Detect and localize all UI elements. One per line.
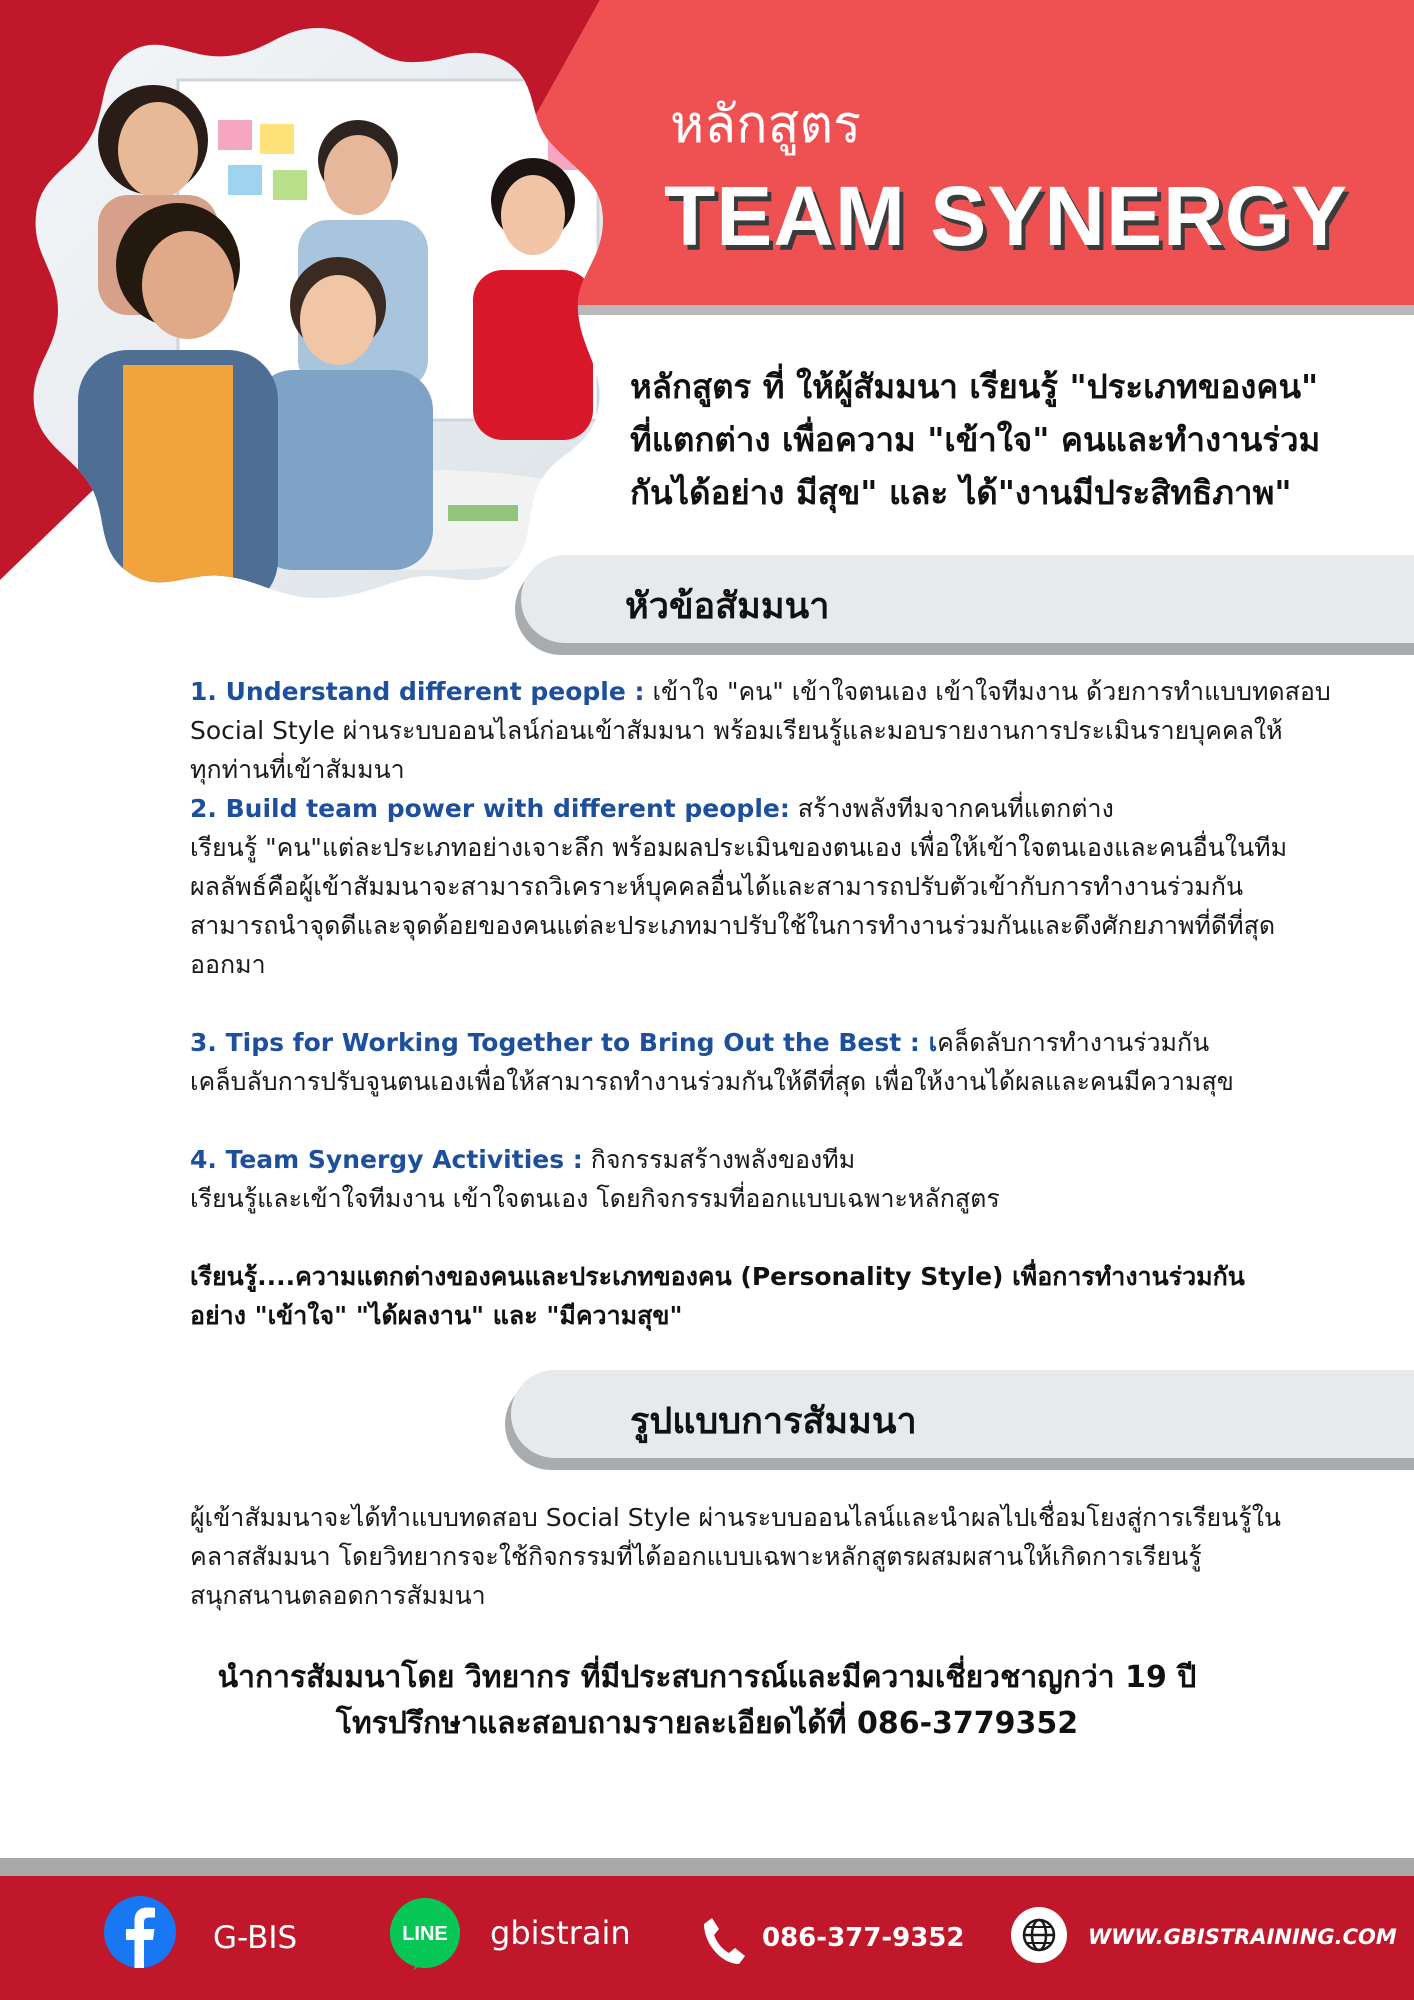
topic-lead: เข้าใจ "คน" เข้าใจตนเอง เข้าใจทีมงาน ด้วยการทำแบบทดสอบ	[644, 677, 1331, 706]
footer-bar	[0, 1876, 1414, 2000]
facebook-icon[interactable]	[104, 1896, 176, 1968]
topic-title: 3. Tips for Working Together to Bring Out the Best : เ	[190, 1028, 938, 1057]
topic-body-line: ทุกท่านที่เข้าสัมมนา	[190, 755, 405, 784]
topic-body-line: เรียนรู้และเข้าใจทีมงาน เข้าใจตนเอง โดยกิจกรรมที่ออกแบบเฉพาะหลักสูตร	[190, 1184, 1000, 1213]
topic-body-line: ผลลัพธ์คือผู้เข้าสัมมนาจะสามารถวิเคราะห์บุคคลอื่นได้และสามารถปรับตัวเข้ากับการทำงานร่วมกัน	[190, 872, 1244, 901]
format-line: สนุกสนานตลอดการสัมมนา	[190, 1581, 486, 1610]
trainer-experience: นำการสัมมนาโดย วิทยากร ที่มีประสบการณ์และมีความเชี่ยวชาญกว่า 19 ปี	[217, 1660, 1197, 1695]
phone-icon	[702, 1916, 746, 1966]
intro-line: ที่แตกต่าง เพื่อความ "เข้าใจ" คนและทำงานร่วม	[630, 420, 1321, 459]
contact-phone-line: โทรปรึกษาและสอบถามรายละเอียดได้ที่ 086-3779352	[335, 1706, 1079, 1741]
topic-item	[190, 1140, 1340, 1179]
topic-title: 4. Team Synergy Activities :	[190, 1145, 583, 1174]
course-subtitle: หลักสูตร	[670, 95, 862, 155]
topic-lead: กิจกรรมสร้างพลังของทีม	[582, 1145, 856, 1174]
website-label[interactable]: WWW.GBISTRAINING.COM	[1088, 1925, 1397, 1949]
course-title: TEAM SYNERGY	[664, 169, 1349, 263]
facebook-label[interactable]: G-BIS	[213, 1920, 298, 1956]
emphasis-line: เรียนรู้....ความแตกต่างของคนและประเภทของคน (Personality Style) เพื่อการทำงานร่วมกัน	[190, 1262, 1245, 1291]
intro-line: กันได้อย่าง มีสุข" และ ได้"งานมีประสิทธิภาพ"	[630, 473, 1292, 512]
topics-list	[190, 672, 1340, 1335]
topic-item	[190, 672, 1340, 711]
topic-body-line: เคล็บลับการปรับจูนตนเองเพื่อให้สามารถทำงานร่วมกันให้ดีที่สุด เพื่อให้งานได้ผลและคนมีความสุข	[190, 1067, 1234, 1096]
topic-body-line: เรียนรู้ "คน"แต่ละประเภทอย่างเจาะลึก พร้อมผลประเมินของตนเอง เพื่อให้เข้าใจตนเองและคนอื่นในทีม	[190, 833, 1288, 862]
line-label[interactable]: gbistrain	[490, 1914, 631, 1952]
closing-info	[0, 1655, 1414, 1747]
phone-label[interactable]: 086-377-9352	[762, 1923, 965, 1953]
globe-icon	[1010, 1906, 1068, 1964]
emphasis-line: อย่าง "เข้าใจ" "ได้ผลงาน" และ "มีความสุข"	[190, 1301, 683, 1330]
footer-divider	[0, 1858, 1414, 1876]
format-line: คลาสสัมมนา โดยวิทยากรจะใช้กิจกรรมที่ได้ออกแบบเฉพาะหลักสูตรผสมผสานให้เกิดการเรียนรู้	[190, 1542, 1202, 1571]
topic-title: 2. Build team power with different people:	[190, 794, 790, 823]
course-intro	[630, 360, 1390, 519]
format-heading-pill	[505, 1370, 1414, 1470]
topic-title: 1. Understand different people :	[190, 677, 645, 706]
format-description	[190, 1498, 1340, 1615]
line-icon[interactable]	[388, 1898, 462, 1972]
header-grey-strip	[560, 305, 1414, 315]
line-icon-text: LINE	[402, 1923, 448, 1945]
topic-body-line: สามารถนำจุดดีและจุดด้อยของคนแต่ละประเภทมาปรับใช้ในการทำงานร่วมกันและดึงศักยภาพที่ดีที่สุด	[190, 911, 1276, 940]
topic-body-line: Social Style ผ่านระบบออนไลน์ก่อนเข้าสัมมนา พร้อมเรียนรู้และมอบรายงานการประเมินรายบุคคลให้	[190, 716, 1283, 745]
format-heading: รูปแบบการสัมมนา	[630, 1401, 917, 1442]
topic-lead: สร้างพลังทีมจากคนที่แตกต่าง	[789, 794, 1114, 823]
topic-body-line: ออกมา	[190, 950, 266, 979]
topic-item	[190, 1023, 1340, 1062]
team-celebrating-photo	[28, 20, 608, 600]
format-line: ผู้เข้าสัมมนาจะได้ทำแบบทดสอบ Social Style ผ่านระบบออนไลน์และนำผลไปเชื่อมโยงสู่การเรียนรู้ใน	[190, 1503, 1281, 1532]
topics-heading-pill	[515, 555, 1414, 655]
topics-heading: หัวข้อสัมมนา	[625, 586, 830, 627]
intro-line: หลักสูตร ที่ ให้ผู้สัมมนา เรียนรู้ "ประเภทของคน"	[630, 367, 1319, 406]
topic-item	[190, 789, 1340, 828]
topic-lead: คล็ดลับการทำงานร่วมกัน	[937, 1028, 1210, 1057]
